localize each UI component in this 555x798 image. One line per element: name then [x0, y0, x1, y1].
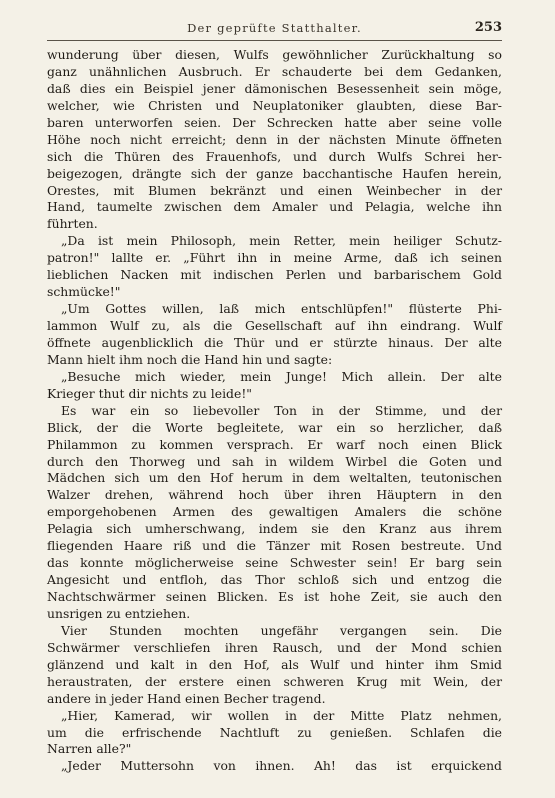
text-line: fliegenden Haare riß und die Tänzer mit Rosen bestreute. Und [47, 538, 502, 554]
text-line: unsrigen zu entziehen. [47, 605, 191, 621]
text-line: öffnete augenblicklich die Thür und er stürzte hinaus. Der alte [47, 334, 502, 350]
running-title: Der geprüfte Statthalter. [187, 21, 362, 35]
text-line: heraustraten, der erstere einen schweren Krug mit Wein, der [47, 673, 502, 689]
text-line: Hand, taumelte zwischen dem Amaler und Pelagia, welche ihn [47, 199, 502, 215]
text-line: beigezogen, drängte sich der ganze bacchantische Haufen herein, [47, 165, 502, 181]
text-line: Narren alle?" [47, 741, 132, 757]
text-line: das konnte möglicherweise seine Schwester sein! Er barg sein [47, 555, 502, 571]
text-line: glänzend und kalt in den Hof, als Wulf und hinter ihm Smid [47, 656, 502, 672]
text-line: Schwärmer verschliefen ihren Rausch, und der Mond schien [47, 639, 502, 655]
text-line: daß dies ein Beispiel jener dämonischen Besessenheit sein möge, [47, 80, 502, 96]
text-line: „Besuche mich wieder, mein Junge! Mich allein. Der alte [61, 368, 502, 384]
text-line: lieblichen Nacken mit indischen Perlen und barbarischem Gold [47, 267, 502, 283]
text-line: „Jeder Muttersohn von ihnen. Ah! das ist erquickend [61, 758, 502, 774]
text-line: patron!" lallte er. „Führt ihn in meine Arme, daß ich seinen [47, 250, 502, 266]
text-line: andere in jeder Hand einen Becher tragend. [47, 690, 326, 706]
text-line: Nachtschwärmer seinen Blicken. Es ist hohe Zeit, sie auch den [47, 589, 502, 604]
body-text [47, 47, 502, 775]
text-line: ganz unähnlichen Ausbruch. Er schauderte bei dem Gedanken, [47, 63, 502, 79]
text-line: Orestes, mit Blumen bekränzt und einen Weinbecher in der [47, 182, 502, 198]
text-line: Es war ein so liebevoller Ton in der Stimme, und der [61, 402, 502, 418]
text-line: Walzer drehen, während hoch über ihren Häuptern in den [47, 487, 502, 503]
text-line: durch den Thorweg und sah in wildem Wirbel die Goten und [47, 453, 502, 469]
text-line: Krieger thut dir nichts zu leide!" [47, 385, 253, 401]
text-line: welcher, wie Christen und Neuplatoniker glaubten, diese Bar- [47, 97, 502, 113]
text-line: schmücke!" [47, 284, 121, 300]
text-line: Höhe noch nicht erreicht; denn in der nächsten Minute öffneten [47, 131, 502, 147]
text-line: Philammon zu kommen versprach. Er warf noch einen Blick [47, 436, 502, 452]
text-line: Blick, der die Worte begleitete, war ein so herzlicher, daß [47, 419, 502, 435]
text-line: wunderung über diesen, Wulfs gewöhnlicher Zurückhaltung so [47, 47, 502, 62]
text-line: lammon Wulf zu, als die Gesellschaft auf ihn eindrang. Wulf [47, 318, 502, 333]
text-line: emporgehobenen Armen des gewaltigen Amalers die schöne [47, 504, 502, 520]
page-header [47, 18, 502, 41]
page-number: 253 [474, 20, 502, 35]
text-line: baren unterworfen seien. Der Schrecken hatte aber seine volle [47, 114, 502, 130]
text-line: „Um Gottes willen, laß mich entschlüpfen!" flüsterte Phi- [61, 301, 502, 317]
text-line: Pelagia sich umherschwang, indem sie den Kranz aus ihrem [47, 521, 502, 537]
text-line: „Hier, Kamerad, wir wollen in der Mitte Platz nehmen, [61, 707, 502, 723]
text-line: „Da ist mein Philosoph, mein Retter, mein heiliger Schutz- [61, 233, 502, 249]
text-line: Mädchen sich um den Hof herum in dem weltalten, teutonischen [47, 470, 502, 486]
text-line: Mann hielt ihm noch die Hand hin und sagte: [47, 351, 333, 367]
text-line: Angesicht und entfloh, das Thor schloß sich und entzog die [47, 572, 502, 588]
text-line: Vier Stunden mochten ungefähr vergangen sein. Die [61, 622, 502, 638]
text-line: führten. [47, 216, 98, 232]
text-line: sich die Thüren des Frauenhofs, und durch Wulfs Schrei her- [47, 148, 502, 164]
text-line: um die erfrischende Nachtluft zu genießen. Schlafen die [47, 724, 502, 740]
